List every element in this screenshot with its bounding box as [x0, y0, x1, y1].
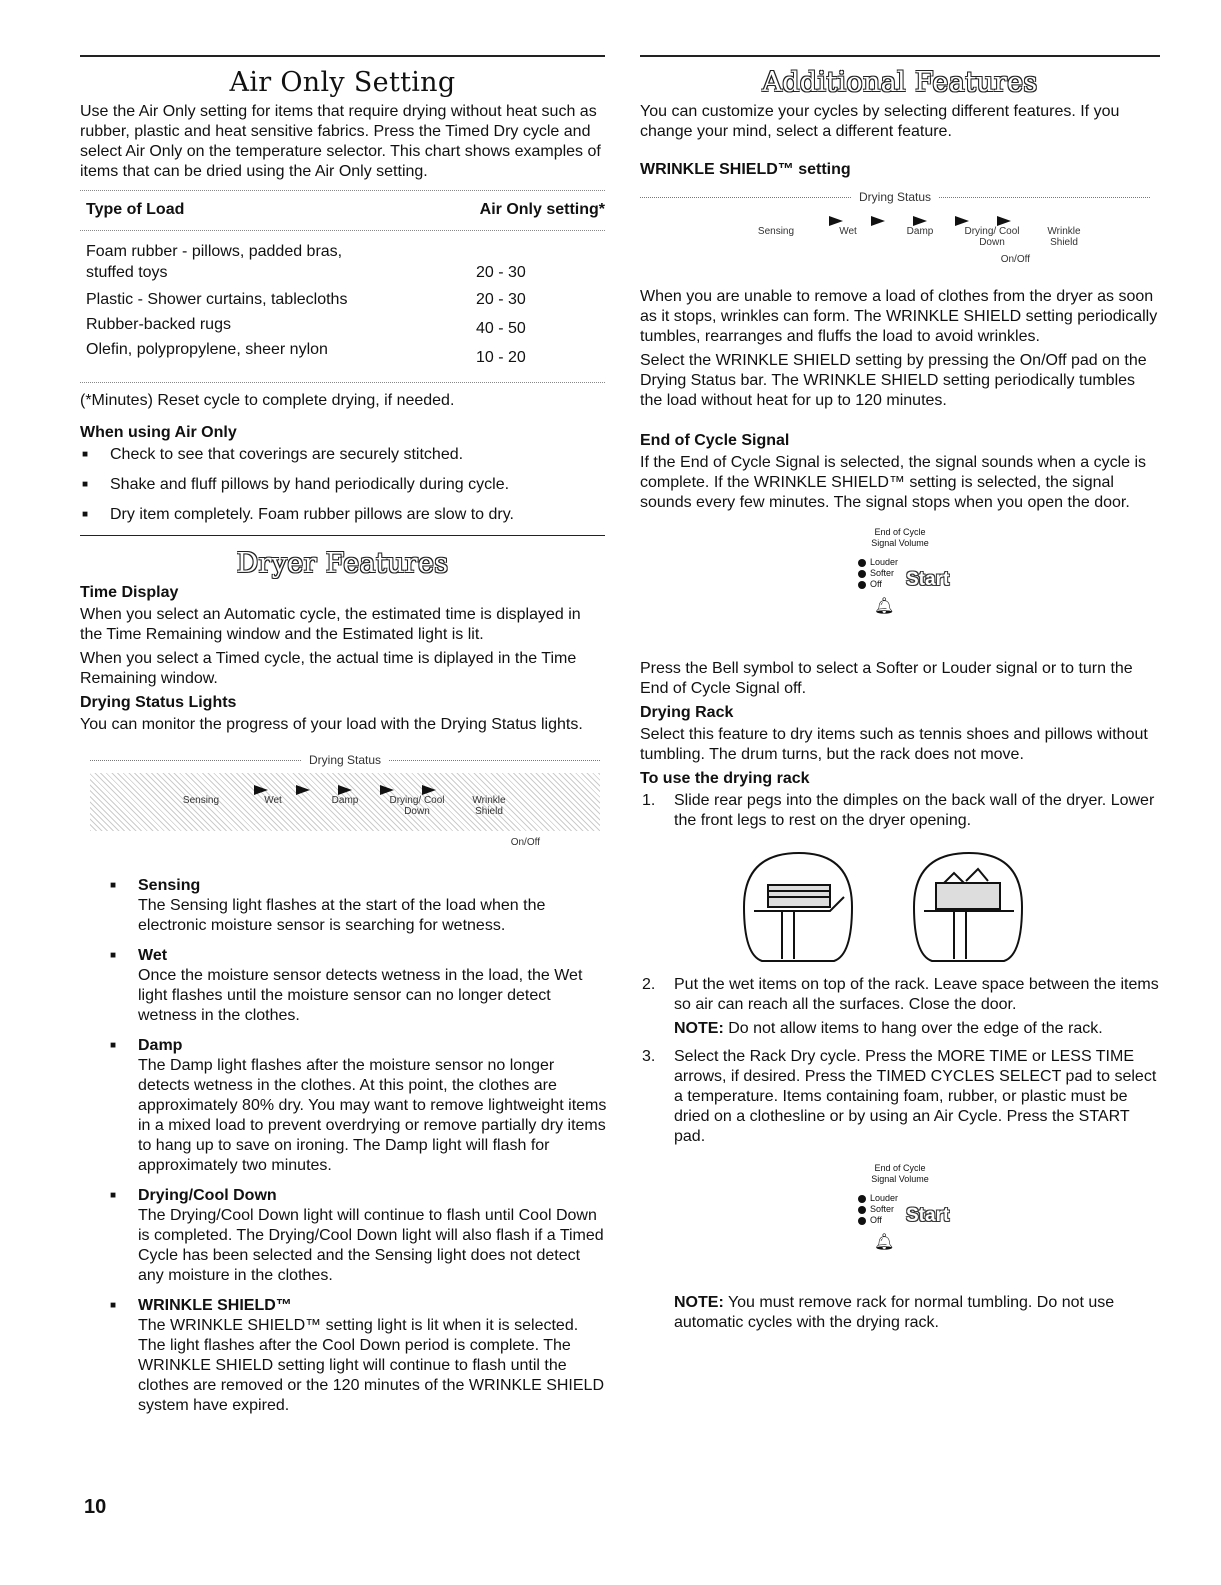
time-display-text: When you select an Automatic cycle, the estimated time is displayed in the Time Remaining window and the Estimated light is lit.	[80, 606, 581, 643]
additional-intro: You can customize your cycles by selecting different features. If you change your mind, select a different feature.	[640, 103, 1120, 140]
signal-option-softer: Softer	[858, 1204, 970, 1215]
list-item: ■ Shake and fluff pillows by hand periodically during cycle.	[80, 475, 605, 495]
right-column	[640, 55, 1160, 1333]
onoff-button: On/Off	[1000, 254, 1030, 265]
light-desc: The WRINKLE SHIELD™ setting light is lit when it is selected. The light flashes after the Cool Down period is complete. The WRINKLE SHIELD setting light will continue to flash until the clothes are removed or the 120 minutes of the WRINKLE SHIELD system have expired.	[138, 1317, 604, 1414]
table-row	[80, 339, 605, 368]
status-light-list	[108, 876, 608, 1416]
air-only-intro: Use the Air Only setting for items that require drying without heat such as rubber, plastic and heat sensitive fabrics. Press the Timed Dry cycle and select Air Only on the temperature selector. This chart shows examples of items that can be dried using the Air Only setting.	[80, 103, 601, 180]
time-display-text-2: When you select a Timed cycle, the actual time is diplayed in the Time Remaining window.	[80, 650, 577, 687]
final-note: NOTE: You must remove rack for normal tumbling. Do not use automatic cycles with the drying rack.	[674, 1294, 1115, 1331]
drying-status-panel	[640, 190, 1150, 265]
table-cell-type: Rubber-backed rugs	[86, 316, 231, 333]
time-display-heading: Time Display	[80, 584, 179, 601]
status-light-wrinkle: Wrinkle Shield	[472, 795, 506, 817]
list-item: ■ Check to see that coverings are securely stitched.	[80, 445, 605, 465]
list-item	[108, 946, 608, 1026]
bell-text: Press the Bell symbol to select a Softer or Louder signal or to turn the End of Cycle Signal off.	[640, 660, 1133, 697]
onoff-button: On/Off	[510, 837, 540, 848]
start-button: Start	[906, 1205, 950, 1226]
wrinkle-text-2: Select the WRINKLE SHIELD setting by pressing the On/Off pad on the Drying Status bar. The WRINKLE SHIELD setting periodically tumbles the load without heat for up to 120 minutes.	[640, 352, 1147, 409]
status-arrow-icon	[254, 785, 268, 795]
rack-steps	[640, 791, 1160, 831]
table-head-setting: Air Only setting*	[479, 201, 605, 218]
light-desc: Once the moisture sensor detects wetness in the load, the Wet light flashes until the moisture sensor can no longer detect wetness in the clothes.	[138, 967, 583, 1024]
status-arrow-icon	[871, 216, 885, 226]
air-only-title: Air Only Setting	[229, 67, 456, 98]
drying-rack-illustration	[734, 847, 1084, 965]
list-item	[108, 1296, 608, 1416]
status-light-drying: Drying/ Cool Down	[389, 795, 445, 817]
indicator-dot-icon	[858, 570, 866, 578]
status-arrow-icon	[380, 785, 394, 795]
additional-features-title: Additional Features	[762, 67, 1038, 98]
status-arrow-icon	[997, 216, 1011, 226]
use-rack-heading: To use the drying rack	[640, 770, 810, 787]
table-header-row	[80, 191, 605, 230]
table-bottom-rule	[80, 382, 605, 383]
light-name: Drying/Cool Down	[138, 1187, 277, 1204]
status-light-sensing: Sensing	[757, 226, 795, 237]
status-light-damp: Damp	[331, 795, 359, 806]
status-arrow-icon	[422, 785, 436, 795]
signal-option-louder: Louder	[858, 557, 970, 568]
list-item: ■ Dry item completely. Foam rubber pillows are slow to dry.	[80, 505, 605, 525]
light-desc: The Sensing light flashes at the start of the load when the electronic moisture sensor is searching for wetness.	[138, 897, 546, 934]
list-item	[108, 876, 608, 936]
list-item	[108, 1186, 608, 1286]
signal-volume-panel	[830, 527, 970, 637]
drying-rack-heading: Drying Rack	[640, 704, 734, 721]
page-number: 10	[84, 1496, 107, 1518]
status-light-wet: Wet	[839, 226, 857, 237]
start-button: Start	[906, 569, 950, 590]
section-rule	[640, 55, 1160, 57]
table-cell-setting: 40 - 50	[476, 320, 526, 337]
when-using-heading: When using Air Only	[80, 424, 237, 441]
air-only-footnote: (*Minutes) Reset cycle to complete drying, if needed.	[80, 392, 455, 409]
dryer-features-title: Dryer Features	[236, 548, 449, 579]
drying-status-panel	[90, 753, 600, 848]
signal-option-off: Off	[858, 1215, 970, 1226]
left-column	[80, 55, 605, 1426]
panel-label: Drying Status	[308, 753, 382, 767]
status-light-wrinkle: Wrinkle Shield	[1047, 226, 1081, 248]
table-head-type: Type of Load	[86, 201, 185, 218]
panel-lights	[640, 204, 1150, 252]
signal-option-softer: Softer	[858, 568, 970, 579]
status-arrow-icon	[296, 785, 310, 795]
table-cell-setting: 20 - 30	[476, 291, 526, 308]
bell-icon: 🔔︎	[874, 1234, 895, 1251]
signal-title: End of Cycle	[874, 527, 926, 537]
bell-icon: 🔔︎	[874, 598, 895, 615]
table-cell-setting: 20 - 30	[476, 264, 526, 281]
list-item: 3. Select the Rack Dry cycle. Press the MORE TIME or LESS TIME arrows, if desired. Press the TIMED CYCLES SELECT pad to select a temperature. Items containing foam, rubber, or plastic must be dried on a clothesline or by using an Air Cycle. Press the START pad.	[642, 1048, 1157, 1145]
wrinkle-text: When you are unable to remove a load of clothes from the dryer as soon as it stops, wrinkles can form. The WRINKLE SHIELD setting periodically tumbles, rearranges and fluffs the load to avoid wrinkles.	[640, 288, 1158, 345]
table-cell-type: Plastic - Shower curtains, tablecloths	[86, 291, 348, 308]
light-name: Wet	[138, 947, 168, 964]
list-item	[108, 1036, 608, 1176]
signal-title: End of Cycle	[874, 1163, 926, 1173]
end-of-cycle-text: If the End of Cycle Signal is selected, the signal sounds when a cycle is complete. If the WRINKLE SHIELD™ setting is selected, the signal sounds every few minutes. The signal stops when you open the door.	[640, 454, 1147, 511]
status-arrow-icon	[829, 216, 843, 226]
light-desc: The Drying/Cool Down light will continue to flash until Cool Down is completed. The Drying/Cool Down light will also flash if a Timed Cycle has been selected and the Sensing light does not detect any moisture in the clothes.	[138, 1207, 604, 1284]
indicator-dot-icon	[858, 581, 866, 589]
signal-option-off: Off	[858, 579, 970, 590]
air-only-table	[80, 191, 605, 230]
air-only-table-body	[80, 241, 605, 368]
step-note: NOTE: Do not allow items to hang over the edge of the rack.	[674, 1020, 1103, 1037]
panel-lights	[90, 773, 600, 831]
table-cell-setting: 10 - 20	[476, 349, 526, 366]
indicator-dot-icon	[858, 1217, 866, 1225]
status-arrow-icon	[913, 216, 927, 226]
indicator-dot-icon	[858, 1195, 866, 1203]
signal-option-louder: Louder	[858, 1193, 970, 1204]
rack-steps-continued	[640, 975, 1160, 1147]
wrinkle-shield-heading: WRINKLE SHIELD™ setting	[640, 161, 851, 178]
status-arrow-icon	[338, 785, 352, 795]
table-row	[80, 283, 605, 310]
table-cell-type: Olefin, polypropylene, sheer nylon	[86, 341, 328, 358]
table-row	[80, 241, 605, 283]
signal-volume-panel-2	[830, 1163, 970, 1273]
status-light-wet: Wet	[264, 795, 282, 806]
status-light-drying: Drying/ Cool Down	[964, 226, 1020, 248]
status-arrow-icon	[955, 216, 969, 226]
light-name: Sensing	[138, 877, 201, 894]
signal-title-2: Signal Volume	[871, 538, 929, 548]
list-item: 1. Slide rear pegs into the dimples on the back wall of the dryer. Lower the front legs to rest on the dryer opening.	[642, 792, 1155, 829]
drying-status-text: You can monitor the progress of your load with the Drying Status lights.	[80, 716, 583, 733]
light-name: WRINKLE SHIELD™	[138, 1297, 292, 1314]
light-desc: The Damp light flashes after the moisture sensor no longer detects wetness in the clothes. At this point, the clothes are approximately 80% dry. You may want to remove lightweight items in a mixed load to prevent overdrying or remove partially dry items to hang up to save on ironing. The Damp light will flash for approximately two minutes.	[138, 1057, 607, 1174]
table-header-rule	[80, 230, 605, 231]
indicator-dot-icon	[858, 1206, 866, 1214]
indicator-dot-icon	[858, 559, 866, 567]
section-rule	[80, 535, 605, 536]
end-of-cycle-heading: End of Cycle Signal	[640, 432, 790, 449]
panel-label: Drying Status	[858, 190, 932, 204]
table-cell-type: Foam rubber - pillows, padded bras, stuffed toys	[86, 243, 343, 281]
status-light-damp: Damp	[906, 226, 934, 237]
air-only-bullets	[80, 445, 605, 525]
signal-title-2: Signal Volume	[871, 1174, 929, 1184]
section-rule	[80, 55, 605, 57]
list-item: 2. Put the wet items on top of the rack. Leave space between the items so air can reach all the surfaces. Close the door. NOTE: Do not allow items to hang over the edge of the rack.	[642, 976, 1159, 1037]
drying-status-heading: Drying Status Lights	[80, 694, 237, 711]
table-row	[80, 310, 605, 339]
light-name: Damp	[138, 1037, 183, 1054]
status-light-sensing: Sensing	[182, 795, 220, 806]
drying-rack-text: Select this feature to dry items such as tennis shoes and pillows without tumbling. The drum turns, but the rack does not move.	[640, 726, 1148, 763]
